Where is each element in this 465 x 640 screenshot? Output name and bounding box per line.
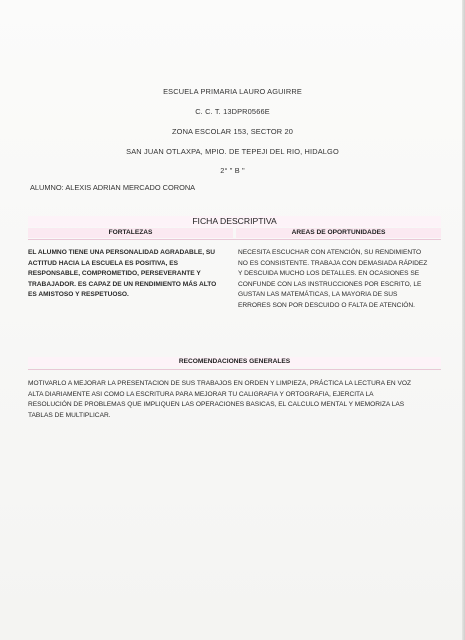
recomendaciones-line: TABLAS DE MULTIPLICAR. <box>28 411 111 419</box>
grade-group: 2° " B " <box>220 166 245 175</box>
recomendaciones-line: RESOLUCIÓN DE PROBLEMAS QUE IMPLIQUEN LAS OPERACIONES BASICAS, EL CALCULO MENTAL Y MEMORIZA LAS <box>28 401 405 409</box>
fortalezas-line: ES AMISTOSO Y RESPETUOSO. <box>28 291 129 299</box>
fortalezas-line: EL ALUMNO TIENE UNA PERSONALIDAD AGRADABLE, SU <box>28 249 216 256</box>
oportunidades-line: CONFUNDE CON LAS INSTRUCCIONES POR ESCRITO, LE <box>238 280 422 288</box>
school-zone: ZONA ESCOLAR 153, SECTOR 20 <box>172 127 293 136</box>
oportunidades-line: ERRORES SON POR DESCUIDO O FALTA DE ATENCIÓN. <box>238 301 415 309</box>
ficha-title: FICHA DESCRIPTIVA <box>28 216 441 227</box>
oportunidades-line: NECESITA ESCUCHAR CON ATENCIÓN, SU RENDIMIENTO <box>238 249 422 256</box>
school-location: SAN JUAN OTLAXPA, MPIO. DE TEPEJI DEL RIO, HIDALGO <box>126 147 339 156</box>
school-name: ESCUELA PRIMARIA LAURO AGUIRRE <box>163 87 302 96</box>
oportunidades-line: NO ES CONSISTENTE. TRABAJA CON DEMASIADA RÁPIDEZ <box>238 259 428 267</box>
fortalezas-text <box>28 248 216 301</box>
cct-code: C. C. T. 13DPR0566E <box>195 107 270 116</box>
student-name: ALUMNO: ALEXIS ADRIAN MERCADO CORONA <box>30 183 196 192</box>
recomendaciones-heading: RECOMENDACIONES GENERALES <box>28 357 441 367</box>
recomendaciones-text <box>28 379 411 421</box>
oportunidades-text <box>238 248 427 312</box>
header-divider <box>28 239 441 240</box>
oportunidades-heading: AREAS DE OPORTUNIDADES <box>236 228 441 238</box>
oportunidades-line: Y DESCUIDA MUCHO LOS DETALLES. EN OCASIONES SE <box>238 270 420 278</box>
ficha-descriptiva <box>28 216 441 334</box>
fortalezas-heading: FORTALEZAS <box>28 228 233 238</box>
recomendaciones-line: ALTA DIARIAMENTE ASI COMO LA ESCRITURA PARA MEJORAR TU CALIGRAFIA Y ORTOGRAFIA, EJERCITA LA <box>28 390 374 398</box>
oportunidades-line: GUSTAN LAS MATEMÁTICAS, LA MAYORIA DE SUS <box>238 291 398 299</box>
fortalezas-line: RESPONSABLE, COMPROMETIDO, PERSEVERANTE Y <box>28 270 201 278</box>
fortalezas-line: TRABAJADOR. ES CAPAZ DE UN RENDIMIENTO MÁS ALTO <box>28 280 217 288</box>
recomendaciones-line: MOTIVARLO A MEJORAR LA PRESENTACION DE SUS TRABAJOS EN ORDEN Y LIMPIEZA, PRÁCTICA LA LECTURA EN VOZ <box>28 380 412 387</box>
recomendaciones-divider <box>28 369 441 370</box>
fortalezas-line: ACTITUD HACIA LA ESCUELA ES POSITIVA, ES <box>28 259 179 267</box>
